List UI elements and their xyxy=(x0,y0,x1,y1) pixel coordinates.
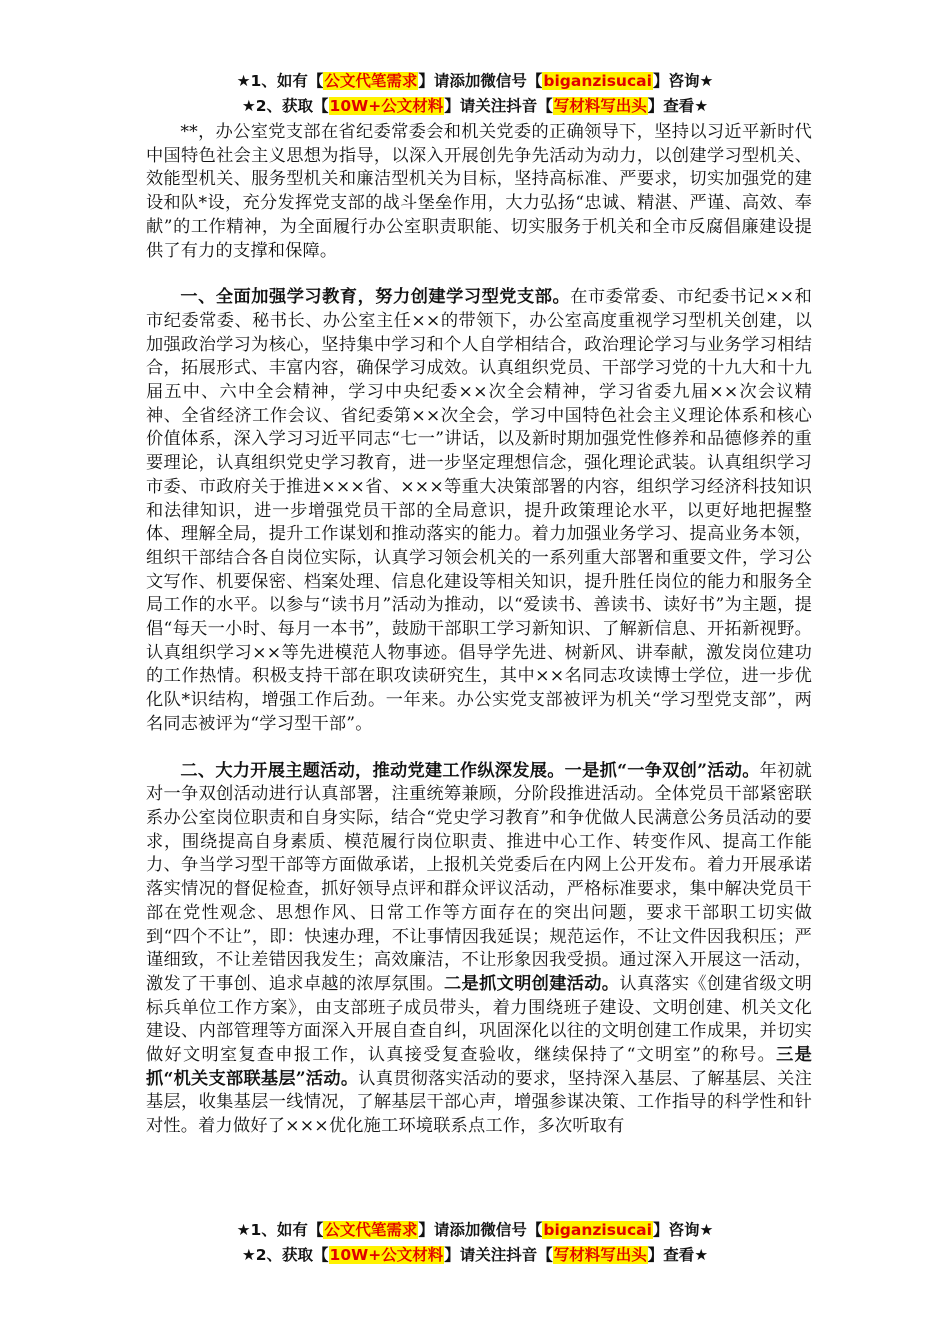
sub-heading: 三是抓“机关支部联基层”活动。 xyxy=(146,1045,812,1089)
ad-highlight: 10W+公文材料 xyxy=(329,97,444,115)
ad-highlight: biganzisucai xyxy=(543,1221,652,1239)
ad-banner-top-line1: ★1、如有【公文代笔需求】请添加微信号【biganzisucai】咨询★ xyxy=(236,72,714,90)
ad-highlight: 写材料写出头 xyxy=(553,97,647,115)
section-heading: 一、全面加强学习教育，努力创建学习型党支部。 xyxy=(180,287,571,308)
ad-highlight: 10W+公文材料 xyxy=(329,1246,444,1264)
paragraph-section-1: 一、全面加强学习教育，努力创建学习型党支部。在市委常委、市纪委书记××和市纪委常委、秘书长、办公室主任××的带领下，办公室高度重视学习型机关创建，以加强政治学习为核心，坚持集中学习和个人自学相结合，政治理论学习与业务学习相结合，拓展形式、丰富内容，确保学习成效。认真组织党员、干部学习党的十九大和十九届五中、六中全会精神，学习中央纪委××次全会精神，学习省委九届××次会议精神、全省经济工作会议、省纪委第××次全会，学习中国特色社会主义理论体系和核心价值体系，深入学习习近平同志“七一”讲话，以及新时期加强党性修养和品德修养的重要理论，认真组织党史学习教育，进一步坚定理想信念，强化理论武装。认真组织学习市委、市政府关于推进×××省、×××等重大决策部署的内容，组织学习经济科技知识和法律知识，进一步增强党员干部的全局意识，提升政策理论水平，以更好地把握整体、理解全局，提升工作谋划和推动落实的能力。着力加强业务学习、提高业务本领，组织干部结合各自岗位实际，认真学习领会机关的一系列重大部署和重要文件，学习公文写作、机要保密、档案处理、信息化建设等相关知识，提升胜任岗位的能力和服务全局工作的水平。以参与“读书月”活动为推动，以“爱读书、善读书、读好书”为主题，提倡“每天一小时、每月一本书”，鼓励干部职工学习新知识、了解新信息、开拓新视野。认真组织学习××等先进模范人物事迹。倡导学先进、树新风、讲奉献，激发岗位建功的工作热情。积极支持干部在职攻读研究生，其中××名同志攻读博士学位，进一步优化队*识结构，增强工作后劲。一年来。办公实党支部被评为机关“学习型党支部”，两名同志被评为“学习型干部”。 xyxy=(146,287,813,734)
paragraph-section-2: 二、大力开展主题活动，推动党建工作纵深发展。一是抓“一争双创”活动。年初就对一争双创活动进行认真部署，注重统筹兼顾，分阶段推进活动。全体党员干部紧密联系办公室岗位职责和自身实际，结合“党史学习教育”和争优做人民满意公务员活动的要求，围绕提高自身素质、模范履行岗位职责、推进中心工作、转变作风、提高工作能力、争当学习型干部等方面做承诺，上报机关党委后在内网上公开发布。着力开展承诺落实情况的督促检查，抓好领导点评和群众评议活动，严格标准要求，集中解决党员干部在党性观念、思想作风、日常工作等方面存在的突出问题，要求干部职工切实做到“四个不让”，即：快速办理，不让事情因我延误；规范运作，不让文件因我积压；严谨细致，不让差错因我发生；高效廉洁，不让形象因我受损。通过深入开展这一活动，激发了干事创、追求卓越的浓厚氛围。二是抓文明创建活动。认真落实《创建省级文明标兵单位工作方案》，由支部班子成员带头，着力围绕班子建设、文明创建、机关文化建设、内部管理等方面深入开展自查自纠，巩固深化以往的文明创建工作成果，并切实做好文明室复查申报工作，认真接受复查验收，继续保持了“文明室”的称号。三是抓“机关支部联基层”活动。认真贯彻落实活动的要求，坚持深入基层、了解基层、关注基层，收集基层一线情况，了解基层干部心声，增强参谋决策、工作指导的科学性和针对性。着力做好了×××优化施工环境联系点工作，多次听取有 xyxy=(146,760,813,1137)
sub-heading: 二是抓文明创建活动。 xyxy=(444,973,620,994)
ad-highlight: 写材料写出头 xyxy=(553,1246,647,1264)
paragraph-intro: **，办公室党支部在省纪委常委会和机关党委的正确领导下，坚持以习近平新时代中国特色社会主义思想为指导，以深入开展创先争先活动为动力，以创建学习型机关、效能型机关、服务型机关和廉洁型机关为目标，坚持高标准、严要求，切实加强党的建设和队*设，充分发挥党支部的战斗堡垒作用，大力弘扬“忠诚、精湛、严谨、高效、奉献”的工作精神，为全面履行办公室职责职能、切实服务于机关和全市反腐倡廉建设提供了有力的支撑和保障。 xyxy=(146,122,812,261)
ad-highlight: 公文代笔需求 xyxy=(324,72,418,90)
ad-highlight: biganzisucai xyxy=(543,72,652,90)
ad-banner-top-line2: ★2、获取【10W+公文材料】请关注抖音【写材料写出头】查看★ xyxy=(241,97,709,115)
ad-banner-bottom-line2: ★2、获取【10W+公文材料】请关注抖音【写材料写出头】查看★ xyxy=(241,1246,709,1264)
document-body xyxy=(146,121,812,1139)
section-heading: 二、大力开展主题活动，推动党建工作纵深发展。一是抓“一争双创”活动。 xyxy=(180,760,760,781)
ad-banner-bottom-line1: ★1、如有【公文代笔需求】请添加微信号【biganzisucai】咨询★ xyxy=(236,1221,714,1239)
ad-highlight: 公文代笔需求 xyxy=(324,1221,418,1239)
